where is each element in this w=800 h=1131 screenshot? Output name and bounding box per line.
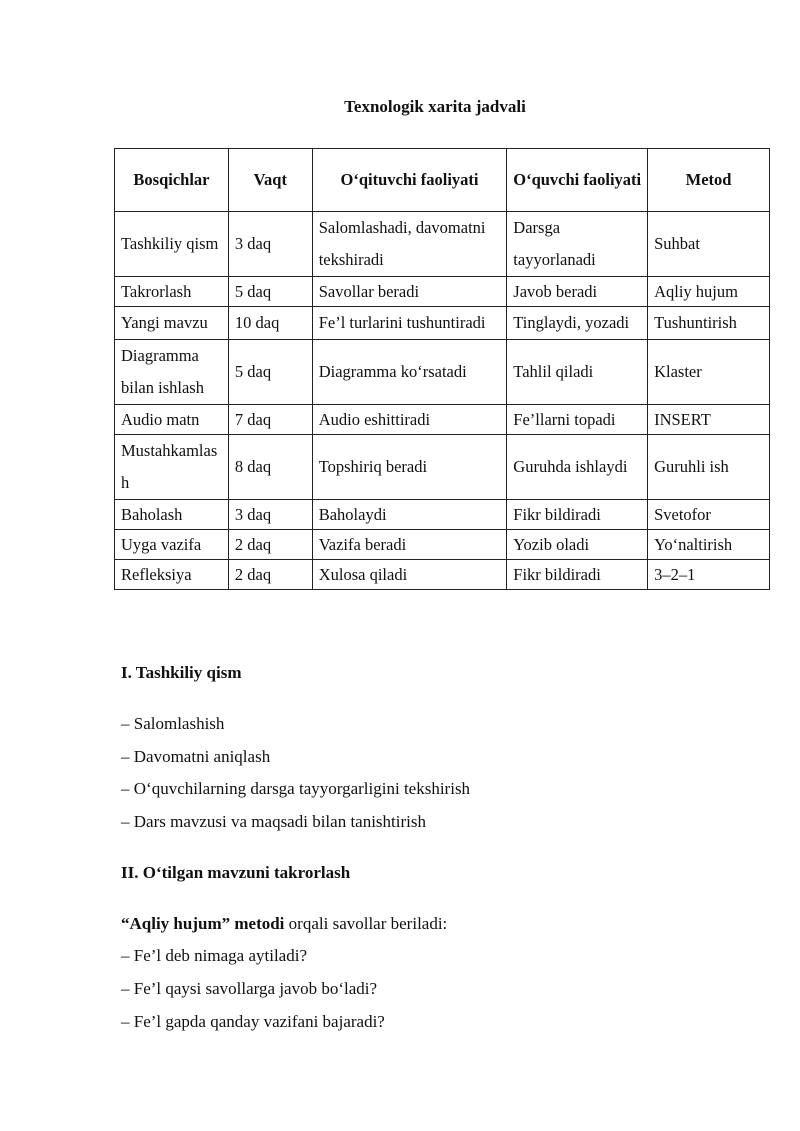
header-time: Vaqt xyxy=(228,149,312,212)
cell-teacher: Diagramma ko‘rsatadi xyxy=(312,340,507,405)
cell-time: 2 daq xyxy=(228,560,312,590)
cell-time: 3 daq xyxy=(228,212,312,277)
cell-stage: Audio matn xyxy=(115,405,229,435)
cell-time: 5 daq xyxy=(228,340,312,405)
cell-time: 5 daq xyxy=(228,277,312,307)
cell-stage: Takrorlash xyxy=(115,277,229,307)
section-heading: I. Tashkiliy qism xyxy=(121,663,242,682)
header-teacher-activity: O‘qituvchi faoliyati xyxy=(312,149,507,212)
cell-stage: Mustahkamlash xyxy=(115,435,229,500)
table-row xyxy=(115,277,770,307)
cell-stage: Refleksiya xyxy=(115,560,229,590)
cell-stage: Tashkiliy qism xyxy=(115,212,229,277)
cell-stage: Yangi mavzu xyxy=(115,307,229,340)
cell-time: 7 daq xyxy=(228,405,312,435)
section-heading: II. O‘tilgan mavzuni takrorlash xyxy=(121,863,351,882)
cell-time: 3 daq xyxy=(228,500,312,530)
technology-map-table xyxy=(114,148,770,590)
cell-student: Darsga tayyorlanadi xyxy=(507,212,648,277)
table-row xyxy=(115,340,770,405)
cell-teacher: Salomlashadi, davomatni tekshiradi xyxy=(312,212,507,277)
cell-teacher: Vazifa beradi xyxy=(312,530,507,560)
cell-method: Aqliy hujum xyxy=(648,277,770,307)
document-title: Texnologik xarita jadvali xyxy=(344,97,526,116)
cell-time: 2 daq xyxy=(228,530,312,560)
cell-method: Guruhli ish xyxy=(648,435,770,500)
table-row xyxy=(115,500,770,530)
cell-student: Fikr bildiradi xyxy=(507,560,648,590)
list-item: – Davomatni aniqlash xyxy=(121,747,271,766)
cell-method: Klaster xyxy=(648,340,770,405)
list-item: – Fe’l gapda qanday vazifani bajaradi? xyxy=(121,1012,385,1031)
table-row xyxy=(115,560,770,590)
table-row xyxy=(115,530,770,560)
cell-teacher: Topshiriq beradi xyxy=(312,435,507,500)
table-row xyxy=(115,435,770,500)
cell-stage: Uyga vazifa xyxy=(115,530,229,560)
cell-student: Tinglaydi, yozadi xyxy=(507,307,648,340)
cell-time: 10 daq xyxy=(228,307,312,340)
table-row xyxy=(115,212,770,277)
cell-teacher: Baholaydi xyxy=(312,500,507,530)
cell-method: Svetofor xyxy=(648,500,770,530)
list-item: – Salomlashish xyxy=(121,714,225,733)
table-row xyxy=(115,405,770,435)
list-item: – O‘quvchilarning darsga tayyorgarligini tekshirish xyxy=(121,779,471,798)
cell-time: 8 daq xyxy=(228,435,312,500)
list-item: – Fe’l qaysi savollarga javob bo‘ladi? xyxy=(121,979,378,998)
cell-student: Guruhda ishlaydi xyxy=(507,435,648,500)
cell-student: Tahlil qiladi xyxy=(507,340,648,405)
cell-stage: Diagramma bilan ishlash xyxy=(115,340,229,405)
header-stages: Bosqichlar xyxy=(115,149,229,212)
cell-method: Yo‘naltirish xyxy=(648,530,770,560)
header-method: Metod xyxy=(648,149,770,212)
cell-teacher: Fe’l turlarini tushuntiradi xyxy=(312,307,507,340)
cell-teacher: Audio eshittiradi xyxy=(312,405,507,435)
cell-stage: Baholash xyxy=(115,500,229,530)
list-item: – Fe’l deb nimaga aytiladi? xyxy=(121,946,307,965)
list-item: – Dars mavzusi va maqsadi bilan tanishtirish xyxy=(121,812,426,831)
method-name: “Aqliy hujum” metodi xyxy=(121,914,285,933)
cell-method: INSERT xyxy=(648,405,770,435)
cell-student: Javob beradi xyxy=(507,277,648,307)
cell-teacher: Xulosa qiladi xyxy=(312,560,507,590)
cell-method: 3–2–1 xyxy=(648,560,770,590)
table-header-row xyxy=(115,149,770,212)
header-student-activity: O‘quvchi faoliyati xyxy=(507,149,648,212)
cell-teacher: Savollar beradi xyxy=(312,277,507,307)
section-intro xyxy=(121,914,447,934)
table-row xyxy=(115,307,770,340)
cell-student: Yozib oladi xyxy=(507,530,648,560)
intro-text: orqali savollar beriladi: xyxy=(284,914,448,933)
cell-student: Fikr bildiradi xyxy=(507,500,648,530)
cell-student: Fe’llarni topadi xyxy=(507,405,648,435)
cell-method: Suhbat xyxy=(648,212,770,277)
cell-method: Tushuntirish xyxy=(648,307,770,340)
